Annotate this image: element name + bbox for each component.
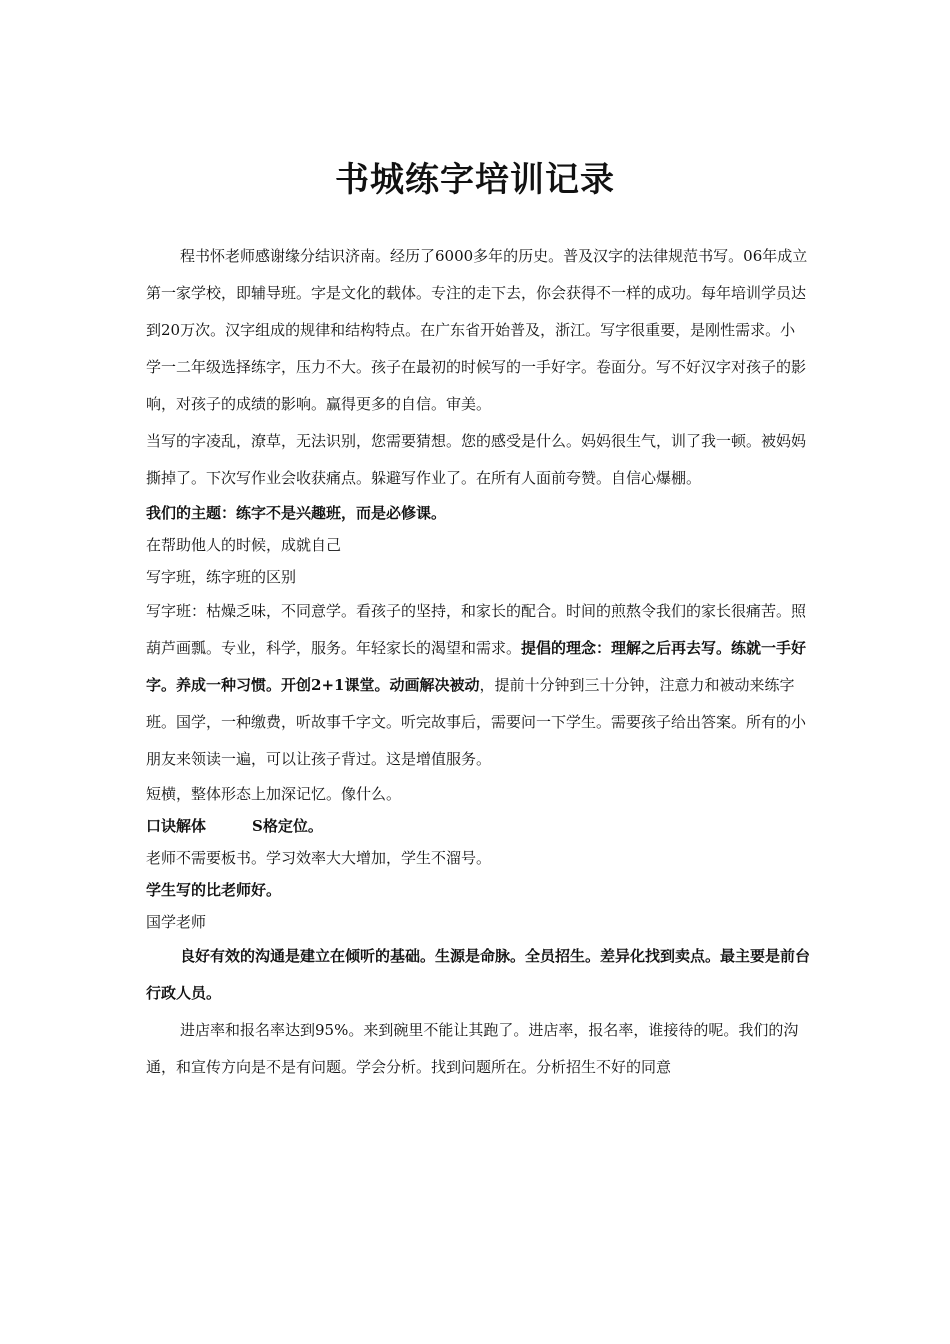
document-body [146,238,810,1086]
paragraph-students-better: 学生写的比老师好。 [146,881,282,899]
mnemonic-text-a: 口诀解体 [146,817,207,835]
paragraph-short-stroke: 短横，整体形态上加深记忆。像什么。 [146,785,402,803]
writing-class-text-b: ，提前十分钟到三十分钟，注意力和被动来练字班。国学，一种缴费，听故事千字文。听完故事后，需要问一下学生。需要孩子给出答案。所有的小朋友来领读一遍，可以让孩子背过。这是增值服务。 [146,676,807,768]
paragraph-intro: 程书怀老师感谢缘分结识济南。经历了6000多年的历史。普及汉字的法律规范书写。06年成立第一家学校，即辅导班。字是文化的载体。专注的走下去，你会获得不一样的成功。每年培训学员达到20万次。汉字组成的规律和结构特点。在广东省开始普及，浙江。写字很重要，是刚性需求。小学一二年级选择练字，压力不大。孩子在最初的时候写的一手好字。卷面分。写不好汉字对孩子的影响，对孩子的成绩的影响。赢得更多的自信。审美。 [146,247,808,413]
mnemonic-text-b: S格定位。 [252,817,323,835]
paragraph-mnemonic [146,810,810,842]
paragraph-feelings: 当写的字凌乱，潦草，无法识别，您需要猜想。您的感受是什么。妈妈很生气，训了我一顿。被妈妈撕掉了。下次写作业会收获痛点。躲避写作业了。在所有人面前夸赞。自信心爆棚。 [146,432,807,487]
paragraph-help-others: 在帮助他人的时候，成就自己 [146,536,342,554]
writing-class-philosophy: 提倡的理念：理解之后再去写。练就一手好字。养成一种习惯。开创2+1课堂。动画解决被动 [146,639,807,694]
paragraph-theme: 我们的主题：练字不是兴趣班，而是必修课。 [146,504,447,522]
paragraph-guoxue-teacher: 国学老师 [146,913,207,931]
document-title: 书城练字培训记录 [335,160,615,200]
writing-class-text-a: 写字班：枯燥乏味，不同意学。看孩子的坚持，和家长的配合。时间的煎熬令我们的家长很痛苦。照葫芦画瓢。专业，科学，服务。年轻家长的渴望和需求。 [146,602,807,657]
paragraph-class-difference: 写字班，练字班的区别 [146,568,297,586]
paragraph-enrollment: 进店率和报名率达到95%。来到碗里不能让其跑了。进店率，报名率，谁接待的呢。我们的沟通，和宣传方向是不是有问题。学会分析。找到问题所在。分析招生不好的同意 [146,1021,799,1076]
paragraph-communication: 良好有效的沟通是建立在倾听的基础。生源是命脉。全员招生。差异化找到卖点。最主要是前台行政人员。 [146,947,811,1002]
paragraph-writing-class [146,593,810,778]
paragraph-no-blackboard: 老师不需要板书。学习效率大大增加，学生不溜号。 [146,849,492,867]
